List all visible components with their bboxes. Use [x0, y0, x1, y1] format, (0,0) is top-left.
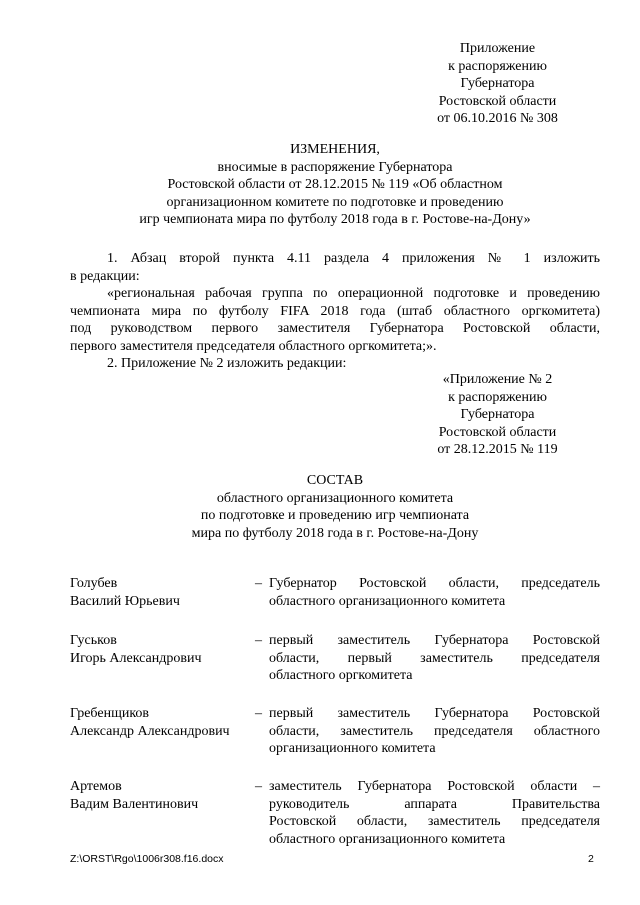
appendix-line: Приложение	[459, 41, 536, 56]
member-given-name: Александр Александрович	[70, 723, 230, 739]
member-role-line: областного организационного комитета	[269, 831, 506, 847]
appendix-line: Ростовской области	[438, 93, 557, 109]
member-given-name: Игорь Александрович	[70, 650, 202, 666]
member-role-line: заместитель Губернатора Ростовской области –	[269, 779, 600, 794]
sostav-heading: СОСТАВ	[306, 473, 364, 488]
member-role-line: области, первый заместитель председателя	[269, 650, 600, 666]
appendix2-line: Губернатора	[460, 407, 535, 422]
member-role	[269, 575, 600, 610]
changes-title	[70, 141, 600, 229]
appendix2-line: «Приложение № 2	[442, 372, 553, 387]
amendment-items	[70, 250, 600, 373]
member-entry	[70, 632, 600, 705]
member-role-line: первый заместитель Губернатора Ростовской	[269, 706, 600, 721]
member-role-line: областного оргкомитета	[269, 668, 413, 683]
footer-page-number: 2	[588, 853, 594, 865]
member-role-line: Ростовской области, заместитель председателя	[269, 814, 600, 829]
member-name	[70, 778, 255, 813]
member-surname: Артемов	[70, 779, 122, 794]
member-role-line: областного организационного комитета	[269, 593, 506, 609]
sostav-title	[70, 472, 600, 542]
member-role-line: Губернатор Ростовской области, председатель	[269, 576, 600, 591]
member-entry	[70, 575, 600, 632]
member-surname: Гребенщиков	[70, 706, 150, 721]
changes-line: вносимые в распоряжение Губернатора	[217, 159, 453, 175]
member-role-line: области, заместитель председателя областного	[269, 723, 600, 739]
member-dash: –	[255, 779, 262, 794]
appendix2-line: от 28.12.2015 № 119	[437, 442, 558, 457]
appendix-line: от 06.10.2016 № 308	[437, 111, 558, 126]
appendix-line: Губернатора	[460, 76, 535, 91]
member-role	[269, 632, 600, 685]
member-surname: Голубев	[70, 576, 118, 591]
changes-line: организационном комитете по подготовке и проведению	[166, 194, 504, 210]
member-role-line: первый заместитель Губернатора Ростовской	[269, 633, 600, 648]
appendix-header	[420, 40, 575, 128]
member-role	[269, 705, 600, 758]
sostav-line: мира по футболу 2018 года в г. Ростове-на-Дону	[191, 525, 479, 541]
member-surname: Гуськов	[70, 633, 117, 648]
member-name	[70, 632, 255, 667]
member-role-line: организационного комитета	[269, 741, 436, 756]
changes-heading: ИЗМЕНЕНИЯ,	[290, 142, 380, 157]
footer-file-path: Z:\ORST\Rgo\1006r308.f16.docx	[70, 853, 224, 865]
item2-line: 2. Приложение № 2 изложить редакции:	[107, 356, 347, 371]
member-entry	[70, 705, 600, 778]
appendix2-header	[420, 371, 575, 459]
item1-quote-line: чемпионата мира по футболу FIFA 2018 года (штаб областного оргкомитета)	[70, 303, 600, 319]
member-dash: –	[255, 576, 262, 591]
item1-line2: в редакции:	[70, 268, 140, 284]
appendix2-line: к распоряжению	[448, 389, 547, 405]
member-name	[70, 705, 255, 740]
item1-quote-line: под руководством первого заместителя Губернатора Ростовской области,	[70, 321, 600, 336]
appendix2-line: Ростовской области	[438, 424, 557, 440]
member-name	[70, 575, 255, 610]
member-given-name: Василий Юрьевич	[70, 593, 180, 609]
member-given-name: Вадим Валентинович	[70, 796, 199, 812]
member-role-line: руководитель аппарата Правительства	[269, 796, 600, 812]
appendix-line: к распоряжению	[448, 58, 547, 74]
committee-members	[70, 575, 600, 850]
member-dash: –	[255, 633, 262, 648]
member-entry	[70, 778, 600, 850]
item1-line1: 1. Абзац второй пункта 4.11 раздела 4 приложения № 1 изложить	[107, 251, 600, 266]
sostav-line: областного организационного комитета	[216, 490, 454, 506]
sostav-line: по подготовке и проведению игр чемпионата	[200, 508, 470, 523]
member-role	[269, 778, 600, 848]
item1-quote-line: «региональная рабочая группа по операционной подготовке и проведению	[107, 286, 600, 301]
item1-quote-line: первого заместителя председателя областного оргкомитета;».	[70, 338, 437, 354]
changes-line: Ростовской области от 28.12.2015 № 119 «Об областном	[167, 177, 503, 192]
changes-line: игр чемпионата мира по футболу 2018 года в г. Ростове-на-Дону»	[139, 212, 531, 227]
member-dash: –	[255, 706, 262, 721]
